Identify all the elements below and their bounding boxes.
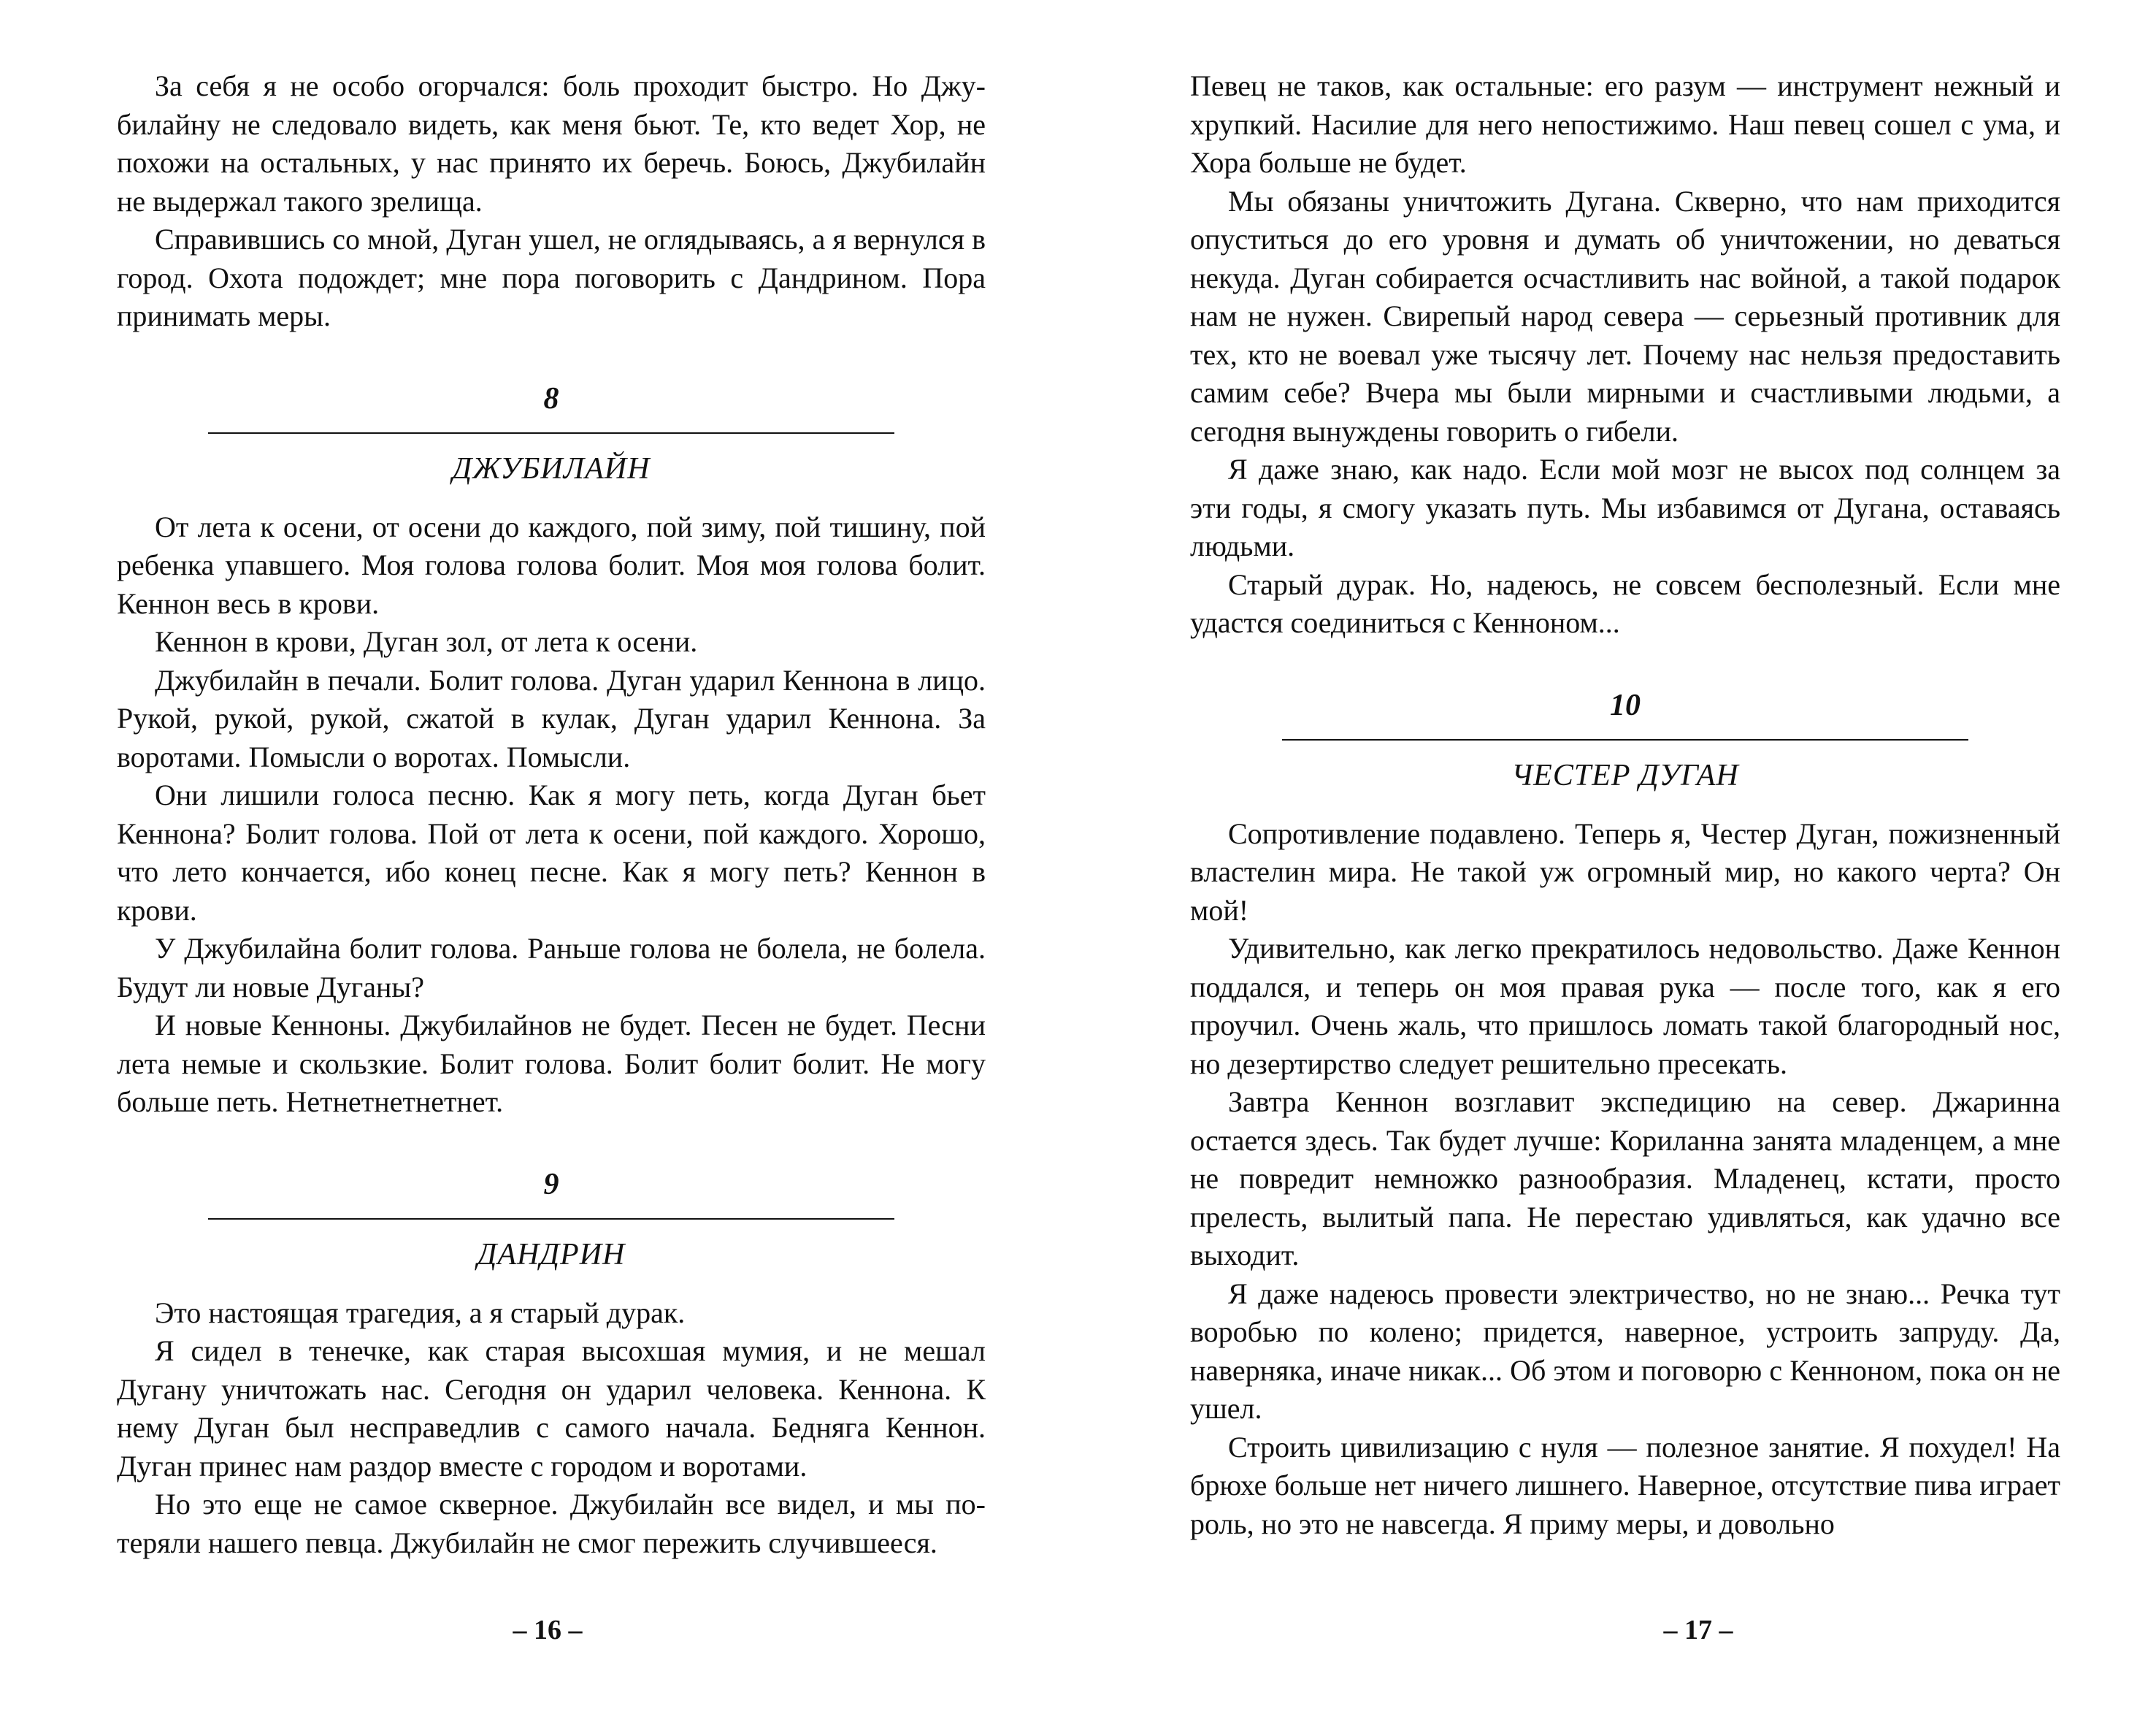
- paragraph: Я даже знаю, как надо. Если мой мозг не высох под солнцем за эти годы, я смогу указать путь. Мы избавимся от Дугана, оставаясь людьми.: [1190, 453, 2060, 562]
- paragraph: Но это еще не самое скверное. Джубилайн все видел, и мы потеряли нашего певца. Джубилайн не смог пережить случившееся.: [117, 1488, 986, 1559]
- right-page: [1078, 0, 2156, 1725]
- paragraph: Справившись со мной, Дуган ушел, не оглядываясь, а я вернулся в город. Охота подождет; мне пора поговорить с Дандрином. Пора принимать меры.: [117, 223, 986, 332]
- paragraph: Я сидел в тенечке, как старая высохшая мумия, и не мешал Дугану уничтожать нас. Сегодня он ударил человека. Кеннона. К нему Дуган был несправедлив с самого начала. Бедняга Кеннон. Дуган принес нам раздор вместе с городом и воротами.: [117, 1334, 986, 1483]
- chapter-title: ДЖУБИЛАЙН: [452, 451, 651, 486]
- paragraph: Старый дурак. Но, надеюсь, не совсем бесполезный. Если мне удастся соединиться с Кенноном...: [1190, 567, 2060, 639]
- chapter-heading-10: [1190, 686, 2060, 795]
- paragraph: У Джубилайна болит голова. Раньше голова не болела, не болела. Будут ли новые Дуганы?: [117, 932, 986, 1003]
- left-page-text: [117, 67, 986, 1562]
- paragraph: Они лишили голоса песню. Как я могу петь, когда Дуган бьет Кеннона? Болит голова. Пой от лета к осени, пой каждого. Хорошо, что лето кончается, ибо конец песне. Как я могу петь? Кеннон в крови.: [117, 779, 986, 927]
- right-page-text: [1190, 67, 2060, 1543]
- paragraph: От лета к осени, от осени до каждого, пой зиму, пой тишину, пой ребенка упавшего. Моя голова голова болит. Моя моя голова болит. Кеннон весь в крови.: [117, 510, 986, 620]
- chapter-number: 8: [543, 381, 559, 416]
- chapter-divider: [208, 432, 894, 434]
- chapter-divider: [1282, 739, 1968, 741]
- chapter-number: 10: [1610, 688, 1641, 722]
- paragraph: И новые Кенноны. Джубилайнов не будет. Песен не будет. Песни лета немые и скользкие. Болит голова. Болит болит болит. Не могу больше петь. Нетнетнетнетнет.: [117, 1009, 986, 1118]
- paragraph: Удивительно, как легко прекратилось недовольство. Даже Кеннон поддался, и теперь он моя правая рука — после того, как я его проучил. Очень жаль, что пришлось ломать такой благородный нос, но дезертирство следует решительно пресекать.: [1190, 932, 2060, 1080]
- page-number: – 17 –: [1663, 1615, 1733, 1645]
- chapter-heading-9: [117, 1166, 986, 1274]
- chapter-number: 9: [543, 1167, 559, 1201]
- paragraph: Джубилайн в печали. Болит голова. Дуган ударил Кеннона в лицо. Рукой, рукой, рукой, сжатой в кулак, Дуган ударил Кеннона. За воротами. Помысли о воротах. Помысли.: [117, 663, 986, 773]
- paragraph: Сопротивление подавлено. Теперь я, Честер Дуган, пожизненный властелин мира. Не такой уж огромный мир, но какого черта? Он мой!: [1190, 816, 2060, 927]
- paragraph: Кеннон в крови, Дуган зол, от лета к осени.: [155, 625, 698, 658]
- paragraph: Певец не таков, как остальные: его разум — инструмент нежный и хрупкий. Насилие для него непостижимо. Наш певец сошел с ума, и Хора больше не будет.: [1190, 69, 2060, 179]
- paragraph: Строить цивилизацию с нуля — полезное занятие. Я похудел! На брюхе больше нет ничего лишнего. Наверное, отсутствие пива играет роль, но это не навсегда. Я приму меры, и довольно: [1190, 1430, 2060, 1540]
- chapter-heading-8: [117, 380, 986, 488]
- paragraph: Это настоящая трагедия, а я старый дурак.: [155, 1296, 686, 1329]
- paragraph: Мы обязаны уничтожить Дугана. Скверно, что нам приходится опуститься до его уровня и думать об уничтожении, но деваться некуда. Дуган собирается осчастливить нас войной, а такой подарок нам не нужен. Свирепый народ севера — серьезный противник для тех, кто не воевал уже тысячу лет. Почему нас нельзя предоставить самим себе? Вчера мы были мирными и счастливыми людьми, а сегодня вынуждены говорить о гибели.: [1190, 184, 2060, 448]
- page-number: – 16 –: [513, 1615, 583, 1645]
- chapter-title: ДАНДРИН: [477, 1237, 626, 1271]
- chapter-title: ЧЕСТЕР ДУГАН: [1511, 758, 1739, 792]
- paragraph: Завтра Кеннон возглавит экспедицию на север. Джаринна остается здесь. Так будет лучше: Кориланна занята младенцем, а мне не повредит немножко разнообразия. Младенец, кстати, просто прелесть, вылитый папа. Не перестаю удивляться, как удачно все выходит.: [1190, 1085, 2060, 1271]
- chapter-divider: [208, 1218, 894, 1220]
- paragraph: За себя я не особо огорчался: боль проходит быстро. Но Джубилайну не следовало видеть, как меня бьют. Те, кто ведет Хор, не похожи на остальных, у нас принято их беречь. Боюсь, Джубилайн не выдержал такого зрелища.: [117, 69, 986, 218]
- paragraph: Я даже надеюсь провести электричество, но не знаю... Речка тут воробью по колено; придется, наверное, устроить запруду. Да, наверняка, иначе никак... Об этом и поговорю с Кенноном, пока он не ушел.: [1190, 1277, 2060, 1425]
